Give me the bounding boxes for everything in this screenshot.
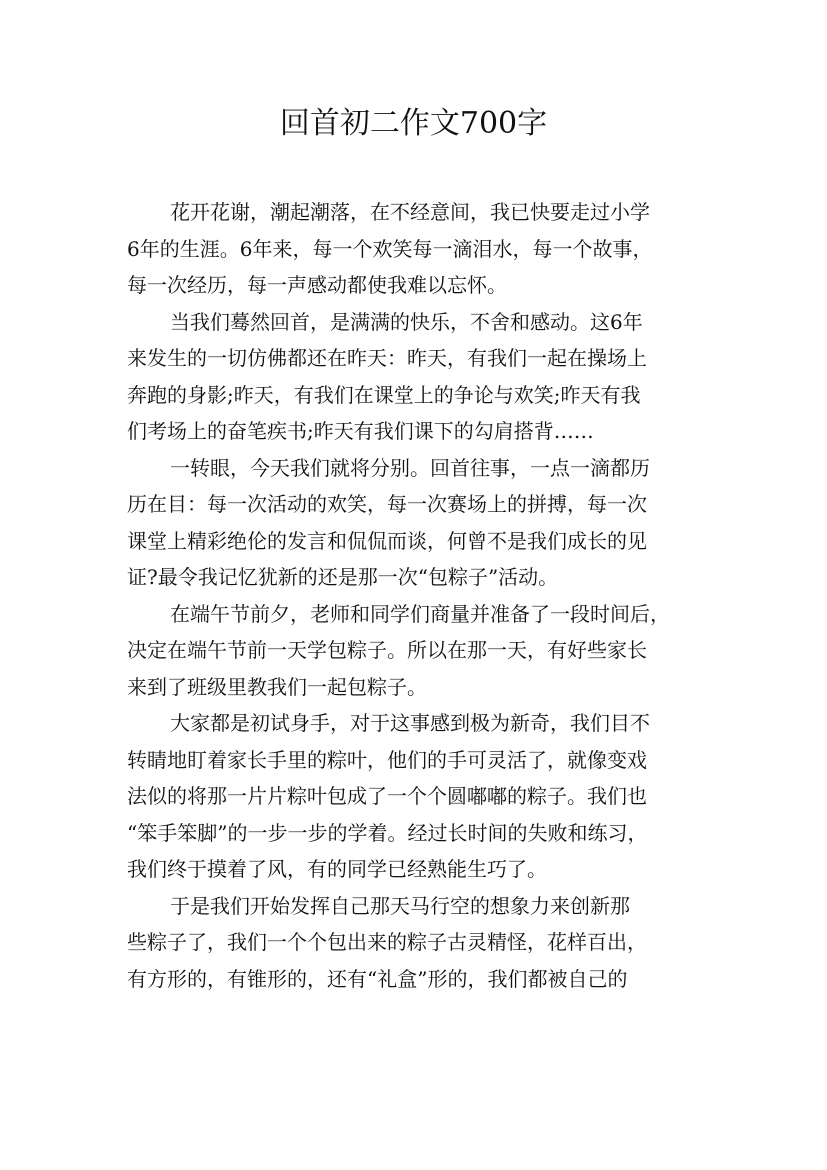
- text-line: “笨手笨脚”的一步一步的学着。经过长时间的失败和练习，: [127, 820, 648, 845]
- text-line: 法似的将那一片片粽叶包成了一个个圆嘟嘟的粽子。我们也: [127, 784, 647, 808]
- paragraph-first-line: 于是我们开始发挥自己那天马行空的想象力来创新那: [170, 893, 630, 918]
- text-line: 每一次经历，每一声感动都使我难以忘怀。: [127, 273, 507, 297]
- text-line: 历在目：每一次活动的欢笑，每一次赛场上的拼搏，每一次: [127, 492, 647, 516]
- text-line: 决定在端午节前一天学包粽子。所以在那一天，有好些家长: [127, 638, 647, 662]
- text-line: 奔跑的身影;昨天，有我们在课堂上的争论与欢笑;昨天有我: [127, 382, 641, 407]
- page-title: 回首初二作文700字: [279, 106, 548, 141]
- text-line: 有方形的，有锥形的，还有“礼盒”形的，我们都被自己的: [127, 966, 628, 991]
- paragraph-first-line: 一转眼，今天我们就将分别。回首往事，一点一滴都历: [170, 455, 650, 480]
- paragraph-first-line: 花开花谢，潮起潮落，在不经意间，我已快要走过小学: [170, 200, 650, 224]
- text-line: 我们终于摸着了风，有的同学已经熟能生巧了。: [127, 857, 547, 881]
- body-text: [127, 194, 712, 997]
- text-line: 证?最令我记忆犹新的还是那一次“包粽子”活动。: [127, 565, 559, 589]
- text-line: 来到了班级里教我们一起包粽子。: [127, 674, 427, 699]
- text-line: 来发生的一切仿佛都还在昨天：昨天，有我们一起在操场上: [127, 346, 647, 370]
- text-line: 6年的生涯。6年来，每一个欢笑每一滴泪水，每一个故事，: [127, 236, 653, 261]
- text-line: 转睛地盯着家长手里的粽叶，他们的手可灵活了，就像变戏: [127, 747, 647, 772]
- paragraph-first-line: 在端午节前夕，老师和同学们商量并准备了一段时间后，: [170, 601, 670, 626]
- paragraph-first-line: 当我们蓦然回首，是满满的快乐，不舍和感动。这6年: [170, 309, 643, 334]
- text-line: 些粽子了，我们一个个包出来的粽子古灵精怪，花样百出，: [127, 930, 647, 954]
- text-line: 们考场上的奋笔疾书;昨天有我们课下的勾肩搭背……: [127, 419, 594, 443]
- paragraph-first-line: 大家都是初试身手，对于这事感到极为新奇，我们目不: [170, 711, 650, 735]
- text-line: 课堂上精彩绝伦的发言和侃侃而谈，何曾不是我们成长的见: [127, 528, 647, 553]
